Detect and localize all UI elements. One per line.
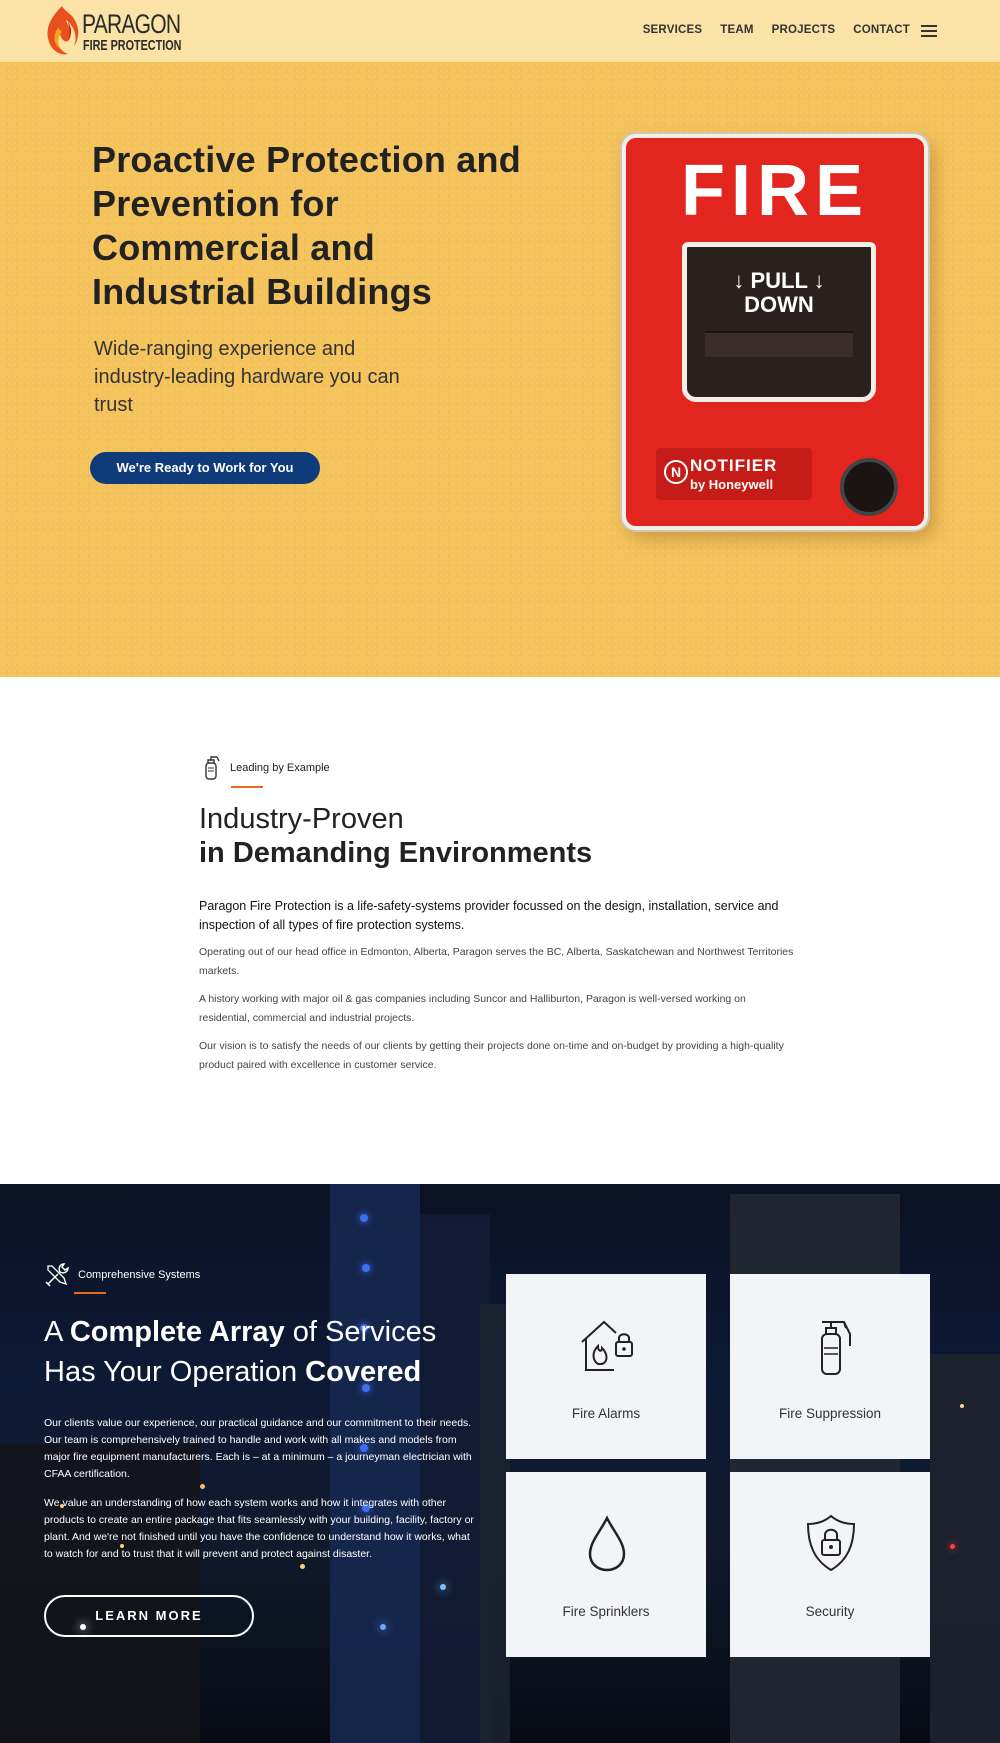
water-drop-icon (576, 1512, 638, 1574)
hamburger-menu-icon[interactable] (921, 25, 937, 37)
flame-logo-icon (42, 4, 80, 58)
nav-team[interactable]: TEAM (720, 24, 754, 36)
notifier-badge (656, 448, 812, 500)
about-paragraph: Operating out of our head office in Edmonton, Alberta, Paragon serves the BC, Alberta, Saskatchewan and Northwest Territories markets. (199, 946, 794, 977)
shield-lock-icon (800, 1512, 862, 1574)
eyebrow-text: Leading by Example (230, 762, 330, 774)
paragon-logo[interactable] (42, 4, 182, 58)
card-label: Fire Alarms (571, 1406, 641, 1421)
fire-extinguisher-icon (800, 1314, 862, 1376)
service-card-fire-suppression[interactable] (730, 1274, 930, 1459)
nav-projects[interactable]: PROJECTS (771, 24, 836, 36)
fire-extinguisher-small-icon (202, 755, 222, 781)
hero-subtitle: Wide-ranging experience and industry-leading hardware you can trust (94, 338, 400, 416)
service-card-fire-sprinklers[interactable] (506, 1472, 706, 1657)
accent-underline (231, 786, 263, 788)
site-header (0, 0, 1000, 62)
learn-more-button[interactable]: LEARN MORE (44, 1595, 254, 1637)
accent-underline (74, 1292, 106, 1294)
services-paragraph: We value an understanding of how each system works and how it integrates with other products to create an entire package that fits seamlessly with your building, facility, factory or plant. And we're not finished until you have the confidence to understand how it works, what to watch for and to trust that it will prevent and protect against disaster. (44, 1497, 474, 1560)
about-paragraph: Our vision is to satisfy the needs of our clients by getting their projects done on-time and on-budget by providing a high-quality product paired with excellence in customer service. (199, 1040, 784, 1071)
pull-down-text: ↓ PULL ↓ DOWN (733, 268, 825, 317)
notifier-brand: NOTIFIER (690, 456, 778, 475)
fire-alarm-pull-station-image (622, 134, 928, 530)
nav-services[interactable]: SERVICES (642, 24, 703, 36)
main-nav (643, 24, 910, 36)
service-card-security[interactable] (730, 1472, 930, 1657)
eyebrow-text: Comprehensive Systems (78, 1269, 201, 1281)
hero-section (0, 62, 1000, 677)
card-label: Security (805, 1604, 855, 1619)
card-label: Fire Sprinklers (562, 1604, 650, 1619)
notifier-by: by Honeywell (690, 477, 774, 492)
logo-subtitle: FIRE PROTECTION (83, 37, 182, 54)
key-lock-icon (840, 458, 898, 516)
about-eyebrow (202, 755, 330, 781)
services-section (0, 1184, 1000, 1743)
tools-wrench-screwdriver-icon (44, 1262, 70, 1288)
ready-to-work-button[interactable]: We're Ready to Work for You (90, 452, 320, 484)
house-fire-lock-icon (576, 1314, 638, 1376)
fire-word: FIRE (680, 151, 869, 231)
logo-title: PARAGON (82, 9, 181, 39)
about-heading-line2: in Demanding Environments (199, 837, 593, 869)
hero-title: Proactive Protection and Prevention for Commercial and Industrial Buildings (92, 139, 521, 312)
pull-handle (682, 242, 876, 402)
about-paragraph: A history working with major oil & gas companies including Suncor and Halliburton, Paragon is well-versed working on residential, commercial and industrial projects. (199, 993, 746, 1024)
about-heading-line1: Industry-Proven (199, 803, 404, 835)
about-section (0, 677, 1000, 1184)
notifier-n-icon: N (664, 460, 688, 484)
services-paragraph: Our clients value our experience, our practical guidance and our commitment to their needs. Our team is comprehensively trained to handle and work with all makes and models from major fire equipment manufacturers. Each is – at a minimum – a journeyman electrician with CFAA certification. (44, 1417, 472, 1480)
pull-slot (705, 331, 853, 357)
nav-contact[interactable]: CONTACT (853, 24, 910, 36)
about-lead: Paragon Fire Protection is a life-safety-systems provider focussed on the design, installation, service and inspection of all types of fire protection systems. (199, 899, 779, 932)
card-label: Fire Suppression (778, 1406, 882, 1421)
services-eyebrow (44, 1262, 200, 1288)
service-card-fire-alarms[interactable] (506, 1274, 706, 1459)
services-heading: A Complete Array of Services Has Your Operation Covered (44, 1316, 437, 1388)
